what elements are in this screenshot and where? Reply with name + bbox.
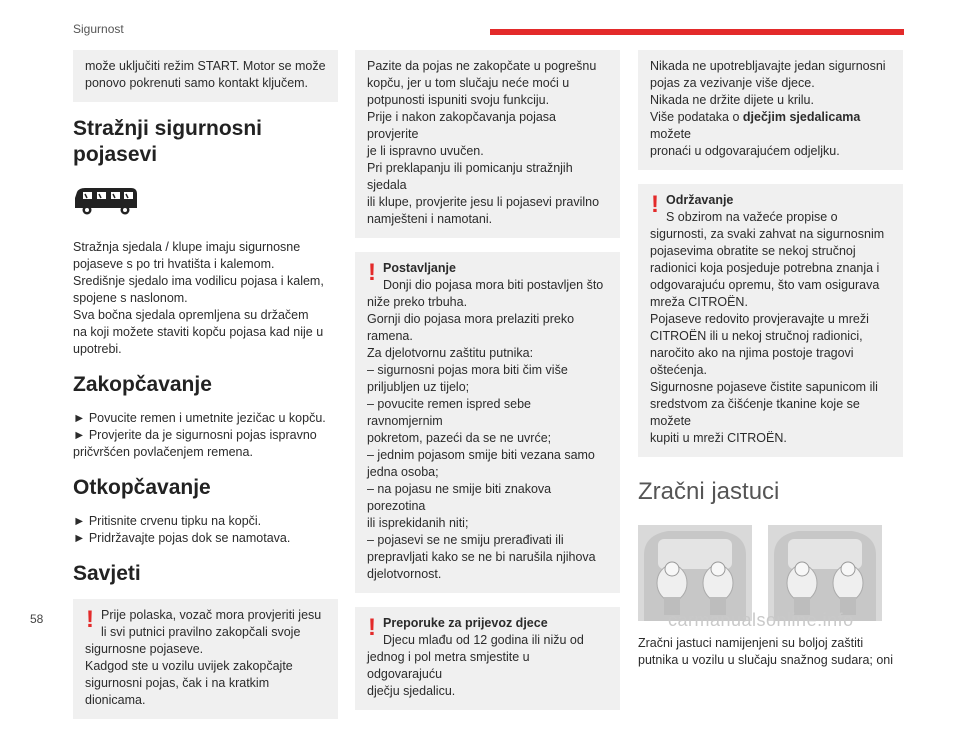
warning-icon: !	[651, 191, 659, 218]
tips-warning-box: ! Prije polaska, vozač mora provjeriti jesu li svi putnici pravilno zakopčali svoje sigurnosne pojaseve. Kadgod ste u vozilu uvijek zakopčajte sigurnosni pojas, čak i na kratkim dionicama.	[73, 599, 338, 719]
header-accent-bar	[490, 29, 904, 35]
airbag-front-diagram-icon	[768, 525, 882, 621]
maintenance-warning-box: ! Održavanje S obzirom na važeće propise o sigurnosti, za svaki zahvat na sigurnosnim pojasevima obratite se nekoj stručnoj radionici koja posjeduje potrebna znanja i odgovarajuću opremu, što vam osigurava mreža CITROËN. Pojaseve redovito provjeravajte u mreži CITROËN ili u nekoj stručnoj radionici, naročito ako na njima postoje tragovi oštećenja. Sigurnosne pojaseve čistite sapunicom ili sredstvom za čišćenje tkanine koje se možete kupiti u mreži CITROËN.	[638, 184, 903, 457]
airbag-front-diagram-icon	[638, 525, 752, 621]
airbag-diagrams	[638, 525, 903, 621]
tips-heading: Savjeti	[73, 562, 141, 585]
rear-belts-heading: Stražnji sigurnosni pojasevi	[73, 117, 263, 166]
intro-note-box: može uključiti režim START. Motor se može ponovo pokrenuti samo kontakt ključem.	[73, 50, 338, 102]
child-seats-reference: dječjim sjedalicama	[742, 110, 861, 124]
airbags-heading: Zračni jastuci	[638, 478, 780, 505]
child-belt-note-box: Nikada ne upotrebljavajte jedan sigurnosni pojas za vezivanje više djece. Nikada ne držite dijete u krilu. Više podataka o dječjim sjedalicama možete pronaći u odgovarajućem odjeljku.	[638, 50, 903, 170]
warning-icon: !	[368, 614, 376, 641]
fastening-text: ► Povucite remen i umetnite jezičac u kopču. ► Provjerite da je sigurnosni pojas ispravno pričvršćen povlačenjem remena.	[73, 411, 326, 459]
page-header-title: Sigurnost	[73, 22, 124, 36]
buckle-note-box: Pazite da pojas ne zakopčate u pogrešnu kopču, jer u tom slučaju neće moći u potpunosti ispuniti svoju funkciju. Prije i nakon zakopčavanja pojasa provjerite je li ispravno uvučen. Pri preklapanju ili pomicanju stražnjih sjedala ili klupe, provjerite jesu li pojasevi pravilno namješteni i namotani.	[355, 50, 620, 238]
column-3	[638, 50, 903, 669]
page-number: 58	[30, 612, 44, 626]
children-warning-box: ! Preporuke za prijevoz djece Djecu mlađu od 12 godina ili nižu od jednog i pol metra smjestite u odgovarajuću dječju sjedalicu.	[355, 607, 620, 710]
fastening-heading: Zakopčavanje	[73, 373, 212, 396]
unfastening-heading: Otkopčavanje	[73, 476, 211, 499]
airbags-text: Zračni jastuci namijenjeni su boljoj zaštiti putnika u vozilu u slučaju snažnog sudara; oni	[638, 636, 894, 667]
watermark: carmanualsonline.info	[668, 610, 854, 630]
warning-icon: !	[368, 259, 376, 286]
unfastening-text: ► Pritisnite crvenu tipku na kopči. ► Pridržavajte pojas dok se namotava.	[73, 514, 291, 545]
rear-belts-text: Stražnja sjedala / klupe imaju sigurnosne pojaseve s po tri hvatišta i kalemom. Središnje sjedalo ima vodilicu pojasa i kalem, spojene s naslonom. Sva bočna sjedala opremljena su držačem na koji možete staviti kopču pojasa kad nije u upotrebi.	[73, 240, 324, 356]
warning-icon: !	[86, 606, 94, 633]
van-seats-icon	[73, 186, 139, 216]
placement-warning-box: ! Postavljanje Donji dio pojasa mora biti postavljen što niže preko trbuha. Gornji dio pojasa mora prelaziti preko ramena. Za djelotvornu zaštitu putnika: – sigurnosni pojas mora biti čim više priljubljen uz tijelo; – povucite remen ispred sebe ravnomjernim pokretom, pazeći da se ne uvrće; – jednim pojasom smije biti vezana samo jedna osoba; – na pojasu ne smije biti znakova porezotina ili isprekidanih niti; – pojasevi se ne smiju prerađivati ili prepravljati kako se ne bi narušila njihova djelotvornost.	[355, 252, 620, 593]
column-2	[355, 50, 620, 724]
column-1	[73, 50, 338, 733]
